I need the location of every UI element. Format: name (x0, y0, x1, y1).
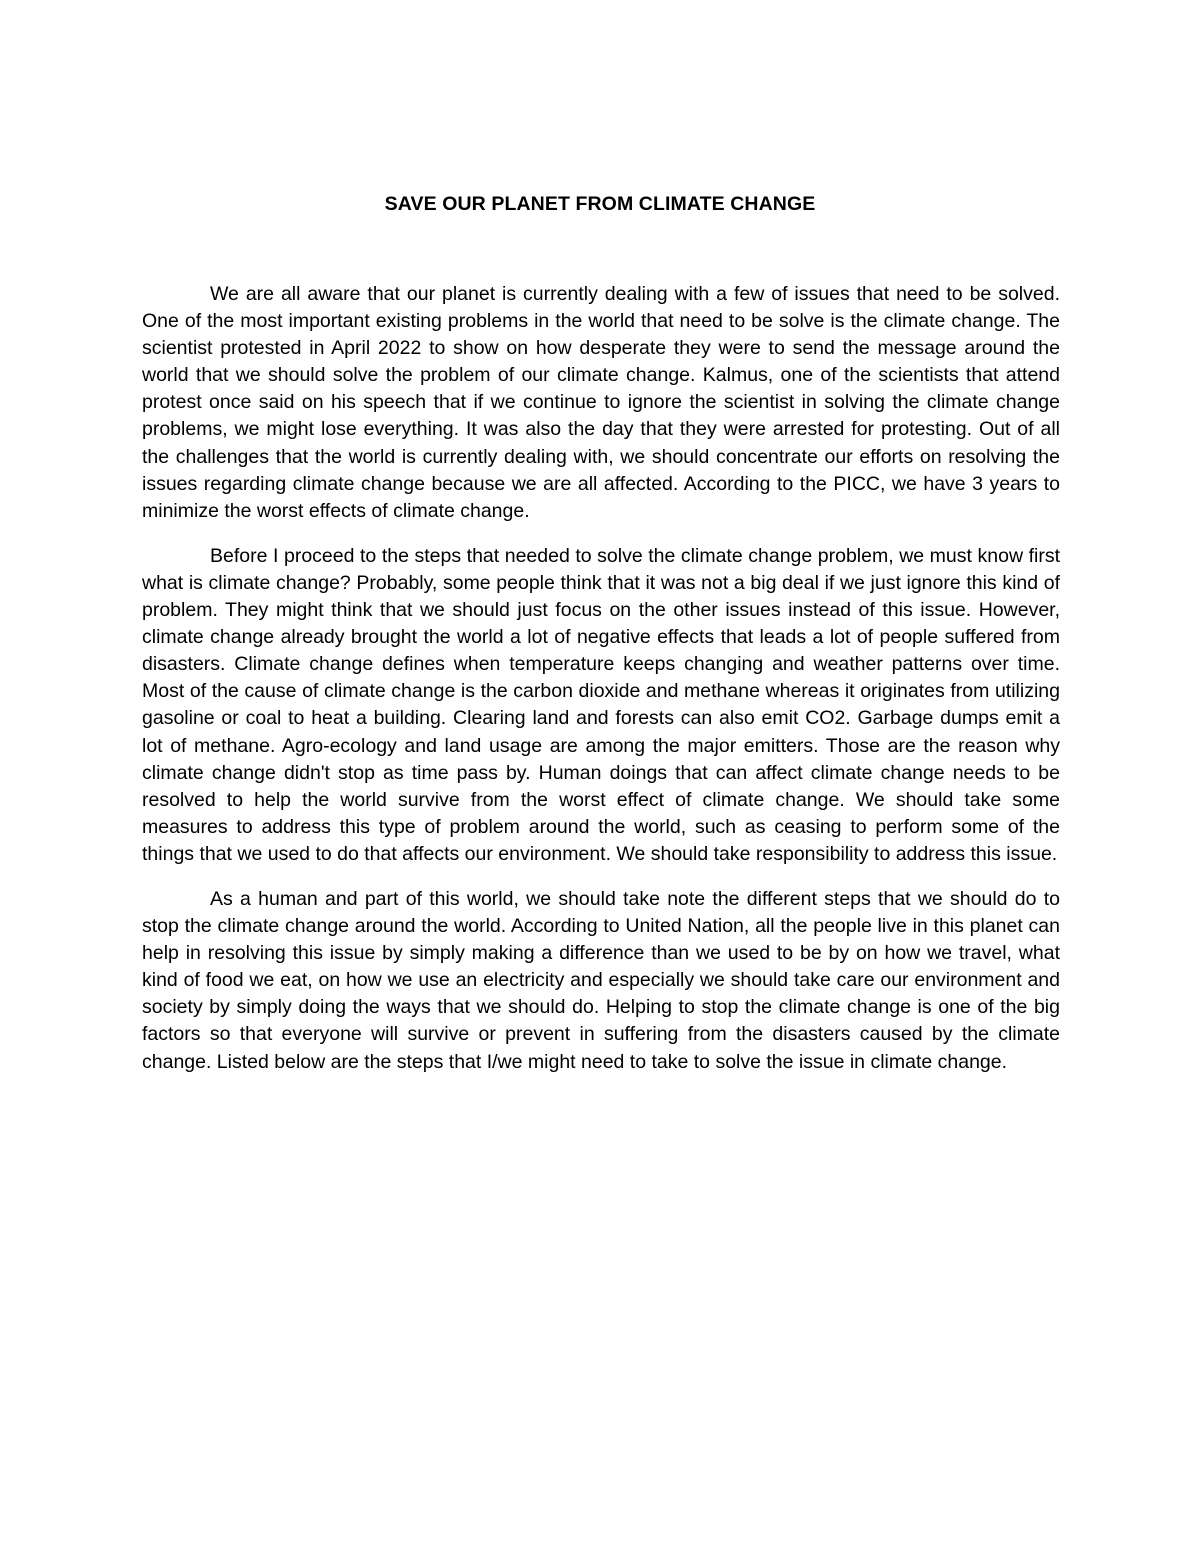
paragraph-2: Before I proceed to the steps that needed to solve the climate change problem, we must know first what is climate change? Probably, some people think that it was not a big deal if we just ignore this kind of problem. They might think that we should just focus on the other issues instead of this issue. However, climate change already brought the world a lot of negative effects that leads a lot of people suffered from disasters. Climate change defines when temperature keeps changing and weather patterns over time. Most of the cause of climate change is the carbon dioxide and methane whereas it originates from utilizing gasoline or coal to heat a building. Clearing land and forests can also emit CO2. Garbage dumps emit a lot of methane. Agro-ecology and land usage are among the major emitters. Those are the reason why climate change didn't stop as time pass by. Human doings that can affect climate change needs to be resolved to help the world survive from the worst effect of climate change. We should take some measures to address this type of problem around the world, such as ceasing to perform some of the things that we used to do that affects our environment. We should take responsibility to address this issue. (142, 544, 1060, 865)
document-title: SAVE OUR PLANET FROM CLIMATE CHANGE (384, 193, 816, 215)
paragraph-1: We are all aware that our planet is currently dealing with a few of issues that need to be solved. One of the most important existing problems in the world that need to be solve is the climate change. The scientist protested in April 2022 to show on how desperate they were to send the message around the world that we should solve the problem of our climate change. Kalmus, one of the scientists that attend protest once said on his speech that if we continue to ignore the scientist in solving the climate change problems, we might lose everything. It was also the day that they were arrested for protesting. Out of all the challenges that the world is currently dealing with, we should concentrate our efforts on resolving the issues regarding climate change because we are all affected. According to the PICC, we have 3 years to minimize the worst effects of climate change. (142, 283, 1060, 522)
document-body (142, 281, 1060, 1094)
paragraph-3: As a human and part of this world, we should take note the different steps that we should do to stop the climate change around the world. According to United Nation, all the people live in this planet can help in resolving this issue by simply making a difference than we used to be by on how we travel, what kind of food we eat, on how we use an electricity and especially we should take care our environment and society by simply doing the ways that we should do. Helping to stop the climate change is one of the big factors so that everyone will survive or prevent in suffering from the disasters caused by the climate change. Listed below are the steps that I/we might need to take to solve the issue in climate change. (142, 887, 1060, 1073)
